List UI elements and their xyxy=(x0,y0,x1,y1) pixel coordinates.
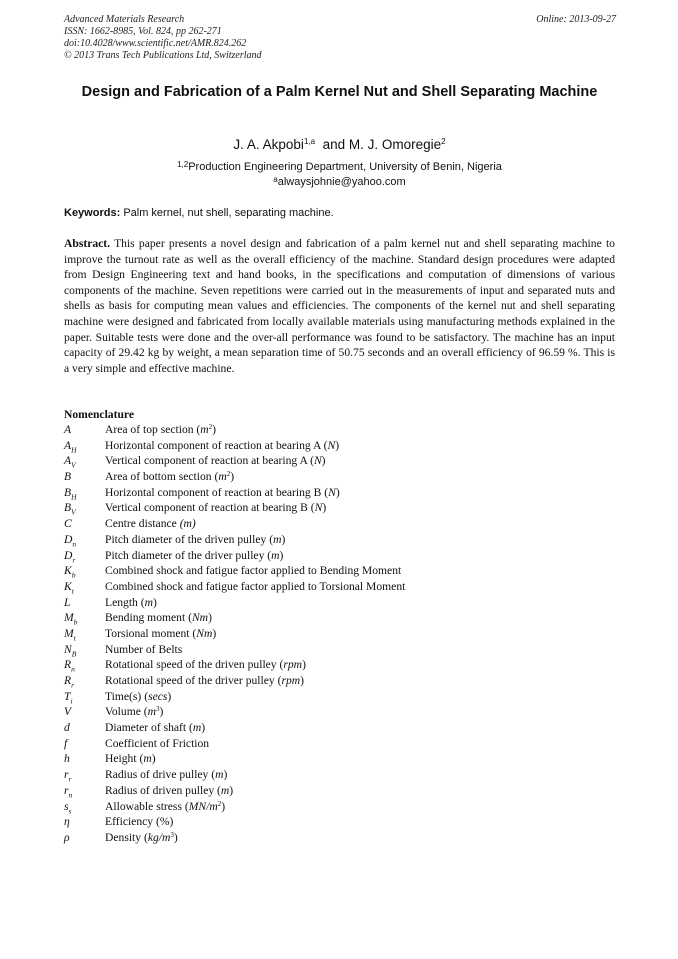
issn-line: ISSN: 1662-8985, Vol. 824, pp 262-271 xyxy=(64,26,222,37)
author-2: M. J. Omoregie xyxy=(348,137,442,152)
definition-tail: ) xyxy=(321,454,326,468)
definition-unit: (m) xyxy=(179,517,196,531)
definition-text: Height ( xyxy=(105,752,144,766)
definition-tail: ) xyxy=(167,689,172,703)
nomenclature-item xyxy=(64,642,615,658)
definition-text: Combined shock and fatigue factor applied to Bending Moment xyxy=(105,564,402,578)
unit-exponent: 3 xyxy=(170,830,174,839)
nomenclature-item xyxy=(64,799,615,815)
nomenclature-symbol xyxy=(64,720,70,736)
definition-text: Centre distance xyxy=(105,517,180,531)
nomenclature-item xyxy=(64,673,615,689)
symbol-letter: M xyxy=(64,626,74,640)
nomenclature-item xyxy=(64,422,615,438)
symbol-letter: B xyxy=(64,501,72,515)
nomenclature-definition xyxy=(105,767,227,783)
definition-text: Radius of driven pulley ( xyxy=(105,783,221,797)
symbol-subscript: r xyxy=(72,554,76,564)
definition-unit: m xyxy=(143,752,152,766)
nomenclature-item xyxy=(64,751,615,767)
symbol-letter: K xyxy=(64,564,72,578)
definition-tail: ) xyxy=(152,595,157,609)
nomenclature-definition xyxy=(105,610,212,626)
journal-name: Advanced Materials Research xyxy=(64,14,185,25)
nomenclature-definition xyxy=(105,673,304,689)
definition-tail: ) xyxy=(230,470,235,484)
definition-text: Pitch diameter of the driver pulley ( xyxy=(105,548,272,562)
definition-text: Number of Belts xyxy=(105,642,183,656)
definition-tail: ) xyxy=(151,752,156,766)
nomenclature-item xyxy=(64,516,615,532)
email-line xyxy=(64,175,615,190)
nomenclature-definition xyxy=(105,422,216,438)
definition-text: Volume ( xyxy=(105,705,148,719)
definition-unit: rpm xyxy=(281,674,301,687)
nomenclature-definition xyxy=(105,751,156,767)
symbol-subscript: V xyxy=(71,460,76,470)
nomenclature-item xyxy=(64,720,615,736)
keywords-label: Keywords: xyxy=(64,207,121,219)
journal-header xyxy=(64,14,262,62)
nomenclature-definition xyxy=(105,469,234,485)
abstract xyxy=(64,236,615,376)
definition-unit: m xyxy=(271,548,280,562)
nomenclature-item xyxy=(64,595,615,611)
definition-text: Bending moment ( xyxy=(105,611,192,625)
symbol-subscript: i xyxy=(70,696,73,705)
symbol-letter: R xyxy=(64,674,72,687)
symbol-letter: C xyxy=(64,517,72,531)
definition-unit: Nm xyxy=(196,626,213,640)
definition-tail: ) xyxy=(229,783,234,797)
nomenclature-symbol xyxy=(64,422,71,438)
definition-text: Combined shock and fatigue factor applied to Torsional Moment xyxy=(105,579,406,593)
definition-text: Pitch diameter of the driven pulley ( xyxy=(105,532,274,546)
symbol-letter: r xyxy=(64,768,69,782)
definition-tail: ) xyxy=(335,438,340,452)
definition-unit: secs xyxy=(148,689,168,703)
definition-unit: N xyxy=(328,485,336,499)
nomenclature-item xyxy=(64,767,615,783)
copyright-line: © 2013 Trans Tech Publications Ltd, Switzerland xyxy=(64,50,262,61)
nomenclature-definition xyxy=(105,736,209,752)
author-line xyxy=(64,136,615,154)
nomenclature-symbol xyxy=(64,516,72,532)
nomenclature-definition xyxy=(105,595,157,611)
definition-tail: ) xyxy=(223,768,228,782)
definition-tail: ) xyxy=(279,548,284,562)
symbol-subscript: n xyxy=(72,539,77,549)
nomenclature-definition xyxy=(105,720,205,736)
affiliation-mark: 1,2 xyxy=(177,160,189,169)
symbol-letter: K xyxy=(64,579,72,593)
nomenclature-definition xyxy=(105,438,339,454)
definition-text: Rotational speed of the driver pulley ( xyxy=(105,674,282,687)
definition-unit: m xyxy=(220,783,230,797)
keywords-text: Palm kernel, nut shell, separating machine. xyxy=(123,207,334,219)
definition-unit: rpm xyxy=(283,658,303,672)
symbol-subscript: H xyxy=(71,445,77,454)
symbol-subscript: V xyxy=(71,507,76,517)
nomenclature-definition xyxy=(105,689,171,705)
unit-exponent: 2 xyxy=(226,470,231,479)
definition-unit: m xyxy=(144,595,153,609)
nomenclature-item xyxy=(64,532,615,548)
symbol-letter: s xyxy=(64,799,69,813)
nomenclature-definition xyxy=(105,563,401,579)
paper-title: Design and Fabrication of a Palm Kernel Nut and Shell Separating Machine xyxy=(81,84,598,100)
definition-tail: ) xyxy=(212,423,217,436)
definition-text: Allowable stress ( xyxy=(105,799,189,813)
symbol-letter: D xyxy=(64,548,73,562)
symbol-letter: R xyxy=(64,658,72,672)
nomenclature-item xyxy=(64,814,615,830)
symbol-subscript: t xyxy=(73,633,76,643)
affiliation-text: Production Engineering Department, University of Benin, Nigeria xyxy=(188,161,502,173)
definition-tail: ) xyxy=(173,830,178,844)
definition-text: Area of top section ( xyxy=(105,423,201,436)
symbol-subscript: s xyxy=(68,805,72,815)
symbol-subscript: b xyxy=(73,617,78,627)
definition-unit: N xyxy=(327,438,336,452)
definition-unit: Nm xyxy=(191,611,209,625)
symbol-letter: B xyxy=(64,485,72,499)
nomenclature-definition xyxy=(105,548,283,564)
nomenclature-item xyxy=(64,563,615,579)
symbol-letter: h xyxy=(64,752,70,766)
symbol-subscript: n xyxy=(71,664,75,674)
nomenclature-symbol xyxy=(64,704,71,720)
definition-unit: m xyxy=(200,423,209,436)
symbol-letter: η xyxy=(64,815,70,829)
author-joiner: and xyxy=(322,137,346,152)
definition-tail: ) xyxy=(335,485,340,499)
nomenclature-definition xyxy=(105,814,173,830)
nomenclature-item xyxy=(64,830,615,846)
definition-tail: ) xyxy=(221,799,226,813)
unit-exponent: 2 xyxy=(208,423,213,431)
definition-tail: ) xyxy=(300,674,304,687)
nomenclature-item xyxy=(64,657,615,673)
symbol-subscript: r xyxy=(71,680,75,690)
author-1-affil-mark: 1,a xyxy=(303,137,316,146)
nomenclature-item xyxy=(64,704,615,720)
definition-unit: N xyxy=(313,454,322,468)
affiliation-block xyxy=(64,160,615,190)
definition-text: Vertical component of reaction at bearing A ( xyxy=(105,454,314,468)
nomenclature-item xyxy=(64,453,615,469)
symbol-subscript: b xyxy=(71,570,76,580)
doi-line: doi:10.4028/www.scientific.net/AMR.824.262 xyxy=(64,38,247,49)
definition-text: Horizontal component of reaction at bearing B ( xyxy=(105,485,329,499)
nomenclature-item xyxy=(64,469,615,485)
symbol-subscript: t xyxy=(71,586,74,596)
symbol-letter: d xyxy=(64,721,70,735)
nomenclature-definition xyxy=(105,626,216,642)
nomenclature-item xyxy=(64,548,615,564)
definition-text: Diameter of shaft ( xyxy=(105,721,193,735)
definition-text: Density ( xyxy=(105,830,148,844)
author-email: alwaysjohnie@yahoo.com xyxy=(277,176,406,188)
definition-unit: m xyxy=(215,768,224,782)
symbol-letter: A xyxy=(64,438,72,452)
symbol-subscript: n xyxy=(68,790,73,800)
definition-unit: MN/m xyxy=(188,799,218,813)
nomenclature-definition xyxy=(105,799,225,815)
nomenclature-definition xyxy=(105,783,233,799)
nomenclature-symbol xyxy=(64,751,70,767)
email-mark: a xyxy=(273,175,278,184)
nomenclature-definition xyxy=(105,657,306,673)
definition-tail: ) xyxy=(322,501,327,515)
definition-text: Efficiency (%) xyxy=(105,815,174,829)
nomenclature-definition xyxy=(105,485,340,501)
definition-unit: m xyxy=(147,705,156,719)
nomenclature-definition xyxy=(105,579,405,595)
author-2-affil-mark: 2 xyxy=(441,137,446,146)
nomenclature-item xyxy=(64,626,615,642)
nomenclature-definition xyxy=(105,500,326,516)
symbol-letter: M xyxy=(64,611,74,625)
definition-unit: m xyxy=(273,532,282,546)
definition-text: Coefficient of Friction xyxy=(105,736,210,750)
symbol-letter: f xyxy=(64,736,68,750)
symbol-letter: r xyxy=(64,783,69,797)
nomenclature-definition xyxy=(105,516,196,532)
definition-text: Time(s) ( xyxy=(105,689,149,703)
nomenclature-item xyxy=(64,485,615,501)
nomenclature-symbol xyxy=(64,830,70,846)
nomenclature-item xyxy=(64,579,615,595)
nomenclature-definition xyxy=(105,704,163,720)
definition-tail: ) xyxy=(208,611,212,625)
definition-tail: ) xyxy=(201,721,206,735)
nomenclature-item xyxy=(64,736,615,752)
unit-exponent: 2 xyxy=(217,799,222,808)
definition-text: Horizontal component of reaction at bearing A ( xyxy=(105,438,328,452)
symbol-letter: N xyxy=(64,642,72,656)
nomenclature-item xyxy=(64,689,615,705)
symbol-letter: B xyxy=(64,470,72,484)
symbol-letter: T xyxy=(64,689,71,703)
affiliation-line xyxy=(64,160,615,175)
definition-text: Area of bottom section ( xyxy=(105,470,219,484)
definition-text: Radius of drive pulley ( xyxy=(105,768,216,782)
nomenclature-definition xyxy=(105,453,326,469)
definition-text: Length ( xyxy=(105,595,145,609)
symbol-letter: L xyxy=(64,595,71,609)
keywords xyxy=(64,206,615,220)
symbol-subscript: H xyxy=(71,492,77,502)
nomenclature-symbol xyxy=(64,595,70,611)
symbol-subscript: r xyxy=(68,774,72,784)
definition-text: Rotational speed of the driven pulley ( xyxy=(105,658,284,672)
nomenclature-definition xyxy=(105,830,178,846)
definition-text: Vertical component of reaction at bearing B ( xyxy=(105,501,315,515)
nomenclature-symbol xyxy=(64,736,67,752)
definition-tail: ) xyxy=(281,532,286,546)
nomenclature-definition xyxy=(105,532,285,548)
definition-unit: N xyxy=(314,501,323,515)
abstract-text: This paper presents a novel design and fabrication of a palm kernel nut and shell separating machine to improve the turnout rate as well as the overall efficiency of the machine. Standard design procedures were adapted from Design Engineering text and hand books, in the specifications and computation of dimensions of various components of the machine. Seven repetitions were carried out in the measurements of input and separated nuts and shells as basis for computing mean values and efficiencies. The components of the kernel nut and shell separating machine were designed and fabricated from locally available materials using manufacturing methods explained in the paper. Suitable tests were done and the over-all performance was found to be satisfactory. The machine has an input capacity of 29.42 kg by weight, a mean separation time of 50.75 seconds and an overall efficiency of 96.59 %. This is a very simple and effective machine. xyxy=(64,237,615,375)
symbol-letter: V xyxy=(64,705,72,719)
nomenclature-definition xyxy=(105,642,182,658)
definition-text: Torsional moment ( xyxy=(105,626,197,640)
abstract-label: Abstract. xyxy=(64,237,111,250)
definition-tail: ) xyxy=(159,705,164,719)
nomenclature-item xyxy=(64,500,615,516)
nomenclature-list xyxy=(64,422,615,846)
nomenclature-item xyxy=(64,438,615,454)
definition-unit: m xyxy=(218,470,227,484)
symbol-letter: ρ xyxy=(64,830,70,844)
symbol-subscript: B xyxy=(71,648,77,658)
nomenclature-item xyxy=(64,783,615,799)
unit-exponent: 3 xyxy=(156,705,160,714)
symbol-letter: A xyxy=(64,454,72,468)
symbol-letter: D xyxy=(64,532,73,546)
online-date: Online: 2013-09-27 xyxy=(536,14,616,25)
symbol-letter: A xyxy=(64,423,72,436)
nomenclature-title: Nomenclature xyxy=(64,408,134,421)
nomenclature-item xyxy=(64,610,615,626)
definition-tail: ) xyxy=(212,626,217,640)
definition-unit: kg/m xyxy=(147,830,171,844)
author-1: J. A. Akpobi xyxy=(233,137,304,152)
nomenclature-symbol xyxy=(64,814,70,830)
nomenclature-symbol xyxy=(64,469,71,485)
definition-tail: ) xyxy=(302,658,306,672)
definition-unit: m xyxy=(192,721,202,735)
